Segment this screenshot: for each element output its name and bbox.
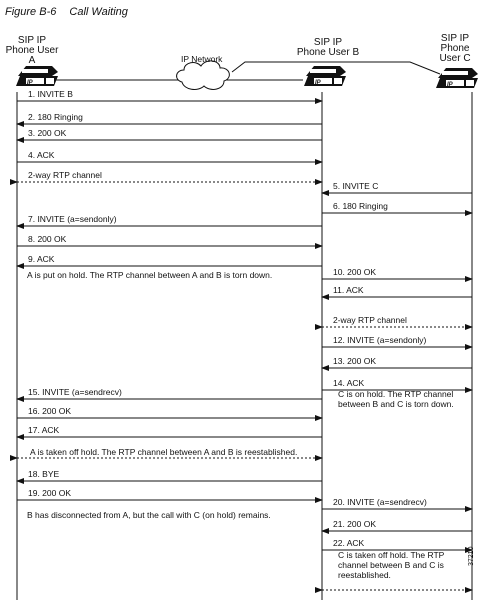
message-label: 22. ACK — [333, 538, 365, 548]
participant-c-label: SIP IP Phone User C — [439, 33, 471, 64]
message-label: 17. ACK — [28, 425, 60, 435]
figure-number: Figure B-6 — [5, 6, 57, 18]
participant-a-label: SIP IP Phone User A — [5, 35, 59, 66]
svg-text:IP: IP — [27, 80, 33, 86]
message-label: 11. ACK — [333, 285, 364, 295]
message-19 — [17, 425, 322, 437]
message-21 — [17, 469, 322, 481]
message-label: 19. 200 OK — [28, 488, 72, 498]
message-12 — [322, 285, 472, 297]
message-label: 2-way RTP channel — [28, 170, 102, 180]
message-label: 18. BYE — [28, 469, 60, 479]
message-label: 15. INVITE (a=sendrecv) — [28, 387, 122, 397]
phone-b-icon — [304, 66, 346, 86]
message-label: 1. INVITE B — [28, 89, 73, 99]
figure-caption: Call Waiting — [69, 6, 128, 18]
message-9 — [17, 234, 322, 246]
message-3 — [17, 128, 322, 140]
message-label: 13. 200 OK — [333, 356, 377, 366]
message-11 — [322, 267, 472, 279]
message-label: 21. 200 OK — [333, 519, 377, 529]
note-b-disconnected: B has disconnected from A, but the call with C (on hold) remains. — [27, 510, 271, 520]
message-14 — [322, 335, 472, 347]
message-17 — [17, 387, 322, 399]
message-2 — [17, 112, 322, 124]
message-10 — [17, 254, 322, 266]
message-23 — [322, 497, 472, 509]
message-label: 16. 200 OK — [28, 406, 72, 416]
message-label: 14. ACK — [333, 378, 365, 388]
message-label: 2. 180 Ringing — [28, 112, 83, 122]
svg-text:IP: IP — [447, 82, 453, 88]
message-label: 6. 180 Ringing — [333, 201, 388, 211]
note-a-off-hold: A is taken off hold. The RTP channel between A and B is reestablished. — [30, 447, 298, 457]
message-label: 5. INVITE C — [333, 181, 379, 191]
note-c-off-hold: C is taken off hold. The RTP channel between B and C is reestablished. — [338, 550, 445, 580]
message-1 — [17, 89, 322, 101]
message-label: 20. INVITE (a=sendrecv) — [333, 497, 427, 507]
svg-text:IP: IP — [315, 80, 321, 86]
message-18 — [17, 406, 322, 418]
message-label: 9. ACK — [28, 254, 55, 264]
message-8 — [17, 214, 322, 226]
message-25 — [322, 538, 472, 550]
ip-network-cloud-icon — [177, 61, 230, 90]
message-22 — [17, 488, 322, 500]
message-label: 8. 200 OK — [28, 234, 67, 244]
message-5 — [17, 170, 322, 182]
message-label: 2-way RTP channel — [333, 315, 407, 325]
phone-c-icon — [436, 68, 478, 88]
message-6 — [322, 181, 472, 193]
message-label: 12. INVITE (a=sendonly) — [333, 335, 427, 345]
figure-id: 37210 — [468, 546, 475, 566]
network-label: IP Network — [181, 54, 223, 64]
message-label: 7. INVITE (a=sendonly) — [28, 214, 117, 224]
message-24 — [322, 519, 472, 531]
message-15 — [322, 356, 472, 368]
participant-b-label: SIP IP Phone User B — [296, 37, 360, 58]
phone-a-icon — [16, 66, 58, 86]
note-a-on-hold: A is put on hold. The RTP channel between A and B is torn down. — [27, 270, 273, 280]
message-7 — [322, 201, 472, 213]
message-label: 3. 200 OK — [28, 128, 67, 138]
message-label: 10. 200 OK — [333, 267, 377, 277]
note-c-on-hold: C is on hold. The RTP channel between B and C is torn down. — [338, 389, 454, 409]
message-label: 4. ACK — [28, 150, 55, 160]
message-13 — [322, 315, 472, 327]
message-4 — [17, 150, 322, 162]
